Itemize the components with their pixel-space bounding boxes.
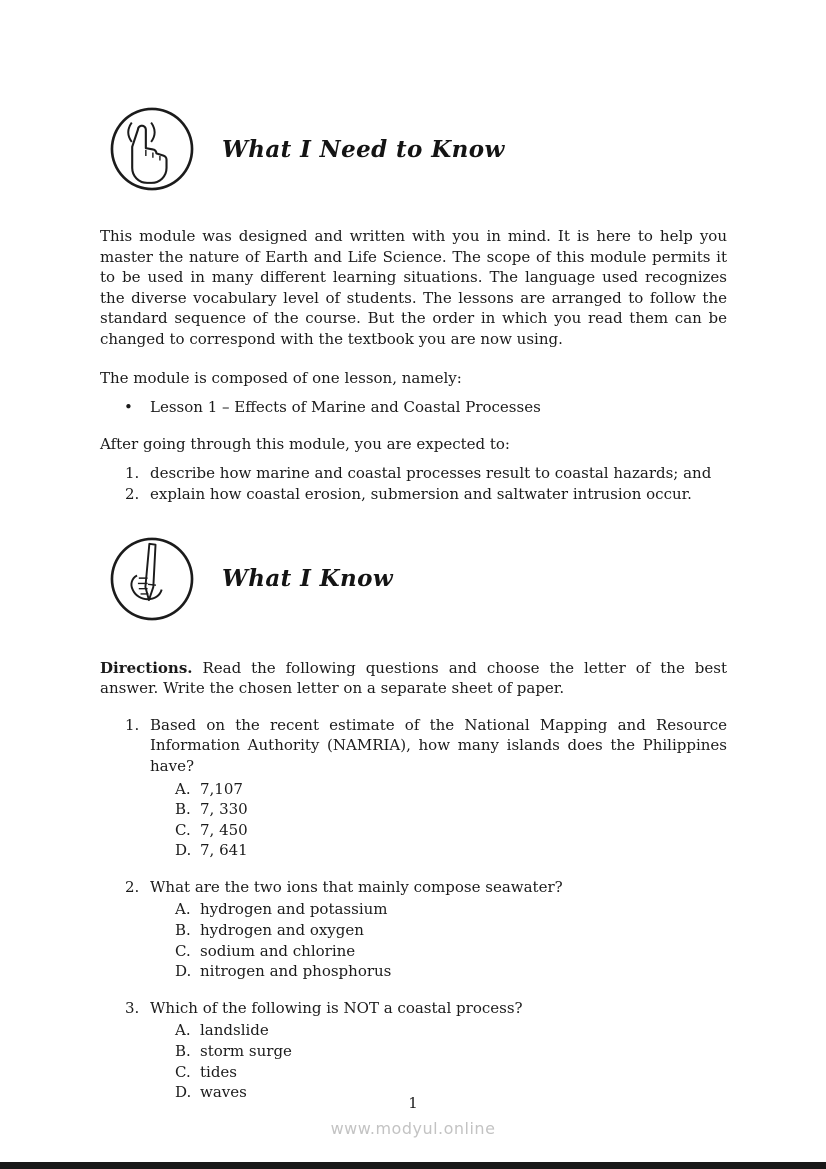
objectives-list <box>100 463 727 504</box>
tap-hand-icon <box>108 105 196 193</box>
question-number: 1. <box>125 715 140 734</box>
choice-text: 7,107 <box>200 779 243 798</box>
choice-letter: C. <box>175 1062 191 1081</box>
choice-letter: D. <box>175 962 192 981</box>
writing-hand-icon <box>108 535 196 623</box>
choice-list <box>100 1020 727 1102</box>
choice-row <box>175 820 727 841</box>
section-title-need-to-know: What I Need to Know <box>222 135 505 163</box>
choice-text: landslide <box>200 1021 269 1040</box>
choice-row <box>175 899 727 920</box>
question-number: 2. <box>125 877 140 896</box>
choice-letter: B. <box>175 921 191 940</box>
choice-letter: A. <box>175 900 191 919</box>
choice-row <box>175 840 727 861</box>
directions-paragraph <box>100 658 727 699</box>
need-to-know-header <box>100 105 727 193</box>
module-composition-line: The module is composed of one lesson, namely: <box>100 368 462 387</box>
question-list <box>100 715 727 1103</box>
question-text: Which of the following is NOT a coastal process? <box>150 998 523 1017</box>
choice-row <box>175 1041 727 1062</box>
choice-text: nitrogen and phosphorus <box>200 962 392 981</box>
section-title-what-i-know: What I Know <box>222 565 394 593</box>
choice-row <box>175 779 727 800</box>
choice-row <box>175 1062 727 1083</box>
choice-text: waves <box>200 1083 247 1102</box>
choice-text: 7, 641 <box>200 841 248 860</box>
choice-text: 7, 330 <box>200 800 248 819</box>
what-i-know-header <box>100 535 727 623</box>
objectives-intro-line: After going through this module, you are expected to: <box>100 434 510 453</box>
objective-text: explain how coastal erosion, submersion and saltwater intrusion occur. <box>150 484 692 503</box>
choice-text: hydrogen and potassium <box>200 900 388 919</box>
objective-number: 1. <box>125 464 140 483</box>
choice-letter: C. <box>175 941 191 960</box>
choice-list <box>100 779 727 861</box>
choice-letter: D. <box>175 841 192 860</box>
page-number: 1 <box>408 1094 418 1112</box>
question-item <box>100 715 727 861</box>
choice-list <box>100 899 727 981</box>
bullet-marker: • <box>124 398 133 417</box>
objective-text: describe how marine and coastal processes result to coastal hazards; and <box>150 464 712 483</box>
directions-text: Read the following questions and choose the letter of the best answer. Write the chosen letter on a separate sheet of paper. <box>100 658 727 698</box>
question-text: What are the two ions that mainly compose seawater? <box>150 877 563 896</box>
choice-letter: D. <box>175 1083 192 1102</box>
choice-row <box>175 961 727 982</box>
question-number: 3. <box>125 998 140 1017</box>
intro-paragraph: This module was designed and written with you in mind. It is here to help you master the nature of Earth and Life Science. The scope of this module permits it to be used in many different learning situations. The language used recognizes the diverse vocabulary level of students. The lessons are arranged to follow the standard sequence of the course. But the order in which you read them can be changed to correspond with the textbook you are now using. <box>100 227 727 348</box>
choice-text: tides <box>200 1062 238 1081</box>
choice-text: storm surge <box>200 1042 292 1061</box>
choice-letter: A. <box>175 779 191 798</box>
objective-number: 2. <box>125 484 140 503</box>
bottom-edge-bar <box>0 1162 826 1169</box>
choice-letter: B. <box>175 800 191 819</box>
lesson-label: Lesson 1 – Effects of Marine and Coastal Processes <box>150 398 541 417</box>
choice-row <box>175 1020 727 1041</box>
choice-row <box>175 920 727 941</box>
choice-letter: C. <box>175 820 191 839</box>
choice-row <box>175 799 727 820</box>
choice-text: sodium and chlorine <box>200 941 356 960</box>
choice-text: hydrogen and oxygen <box>200 921 364 940</box>
objective-item <box>100 484 727 505</box>
choice-letter: A. <box>175 1021 191 1040</box>
watermark: www.modyul.online <box>330 1119 496 1138</box>
question-item <box>100 998 727 1103</box>
lesson-bullet-item <box>100 397 727 418</box>
question-item <box>100 877 727 982</box>
objective-item <box>100 463 727 484</box>
directions-label: Directions. <box>100 658 193 677</box>
choice-text: 7, 450 <box>200 820 248 839</box>
question-text: Based on the recent estimate of the National Mapping and Resource Information Authority (NAMRIA), how many islands does the Philippines have? <box>150 715 727 775</box>
choice-row <box>175 941 727 962</box>
choice-letter: B. <box>175 1042 191 1061</box>
page-content <box>0 105 826 1103</box>
